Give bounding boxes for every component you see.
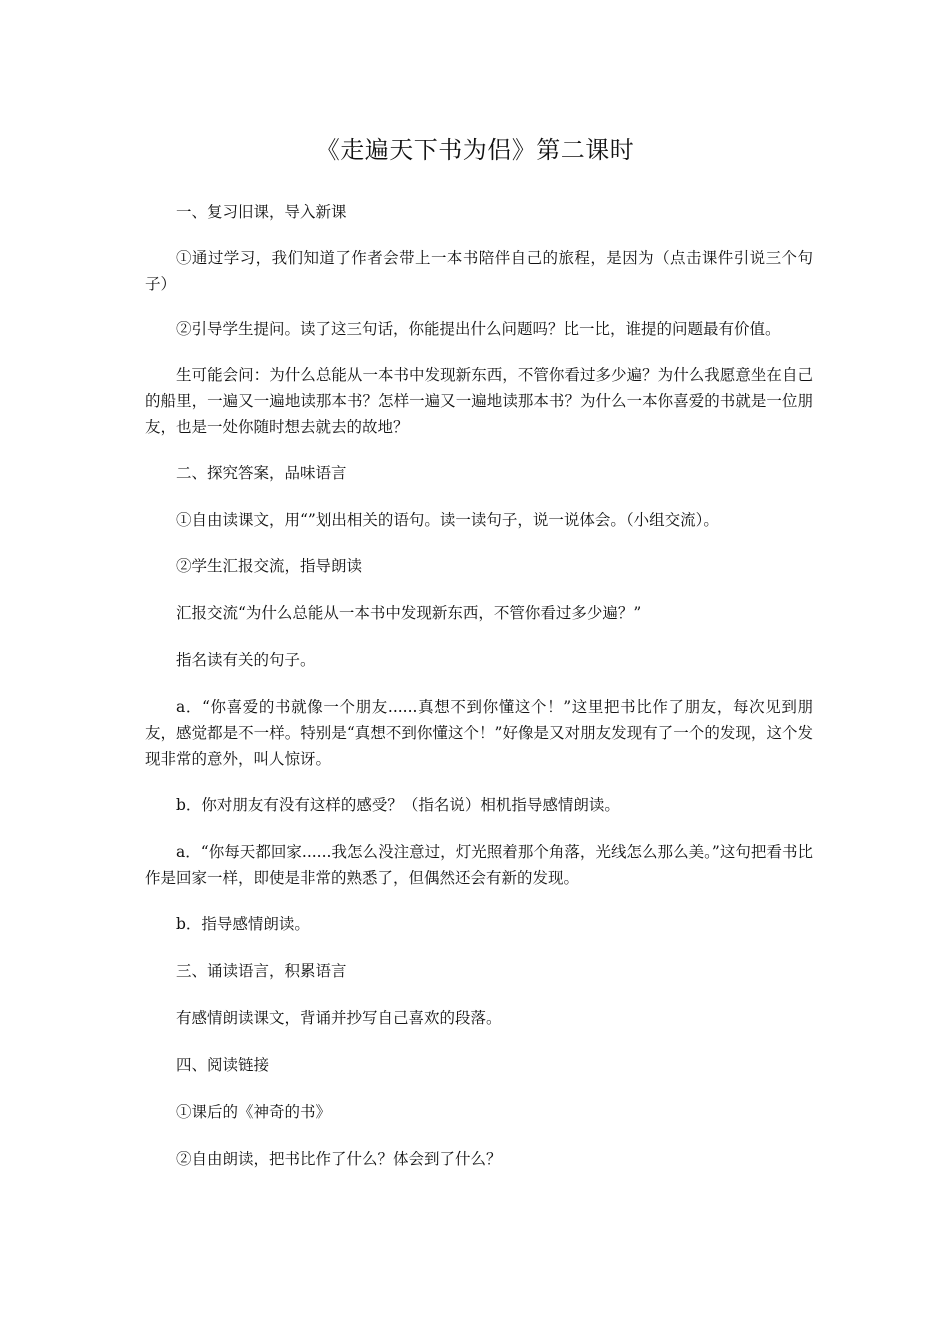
paragraph-link-step-2: ②自由朗读，把书比作了什么？体会到了什么？ <box>176 1150 502 1168</box>
paragraph-item-a-home: a．“你每天都回家......我怎么没注意过，灯光照着那个角落，光线怎么那么美。”这句把看书比作是回家一样，即使是非常的熟悉了，但偶然还会有新的发现。 <box>145 843 813 887</box>
paragraph-explore-step-1: ①自由读课文，用“”划出相关的语句。读一读句子，说一说体会。（小组交流）。 <box>176 511 719 529</box>
paragraph-item-b-reading: b．指导感情朗读。 <box>176 915 310 933</box>
paragraph-report-exchange: 汇报交流“为什么总能从一本书中发现新东西，不管你看过多少遍？” <box>176 604 642 622</box>
section-heading-reading-link: 四、阅读链接 <box>176 1056 270 1074</box>
section-heading-review: 一、复习旧课，导入新课 <box>176 203 347 221</box>
paragraph-item-a-friend: a．“你喜爱的书就像一个朋友......真想不到你懂这个！”这里把书比作了朋友，每次见到朋友，感觉都是不一样。特别是“真想不到你懂这个！”好像是又对朋友发现有了一个的发现，这个发现非常的意外，叫人惊讶。 <box>145 698 813 768</box>
paragraph-read-sentences: 指名读有关的句子。 <box>176 651 316 669</box>
paragraph-review-step-2: ②引导学生提问。读了这三句话，你能提出什么问题吗？比一比，谁提的问题最有价值。 <box>176 320 781 338</box>
section-heading-explore: 二、探究答案，品味语言 <box>176 464 347 482</box>
document-title: 《走遍天下书为侣》第二课时 <box>315 136 635 164</box>
section-heading-recite: 三、诵读语言，积累语言 <box>176 962 347 980</box>
paragraph-link-step-1: ①课后的《神奇的书》 <box>176 1103 332 1121</box>
paragraph-recite-task: 有感情朗读课文，背诵并抄写自己喜欢的段落。 <box>176 1009 502 1027</box>
paragraph-explore-step-2: ②学生汇报交流，指导朗读 <box>176 557 363 575</box>
paragraph-item-b-feeling: b．你对朋友有没有这样的感受？（指名说）相机指导感情朗读。 <box>176 796 620 814</box>
paragraph-review-step-1: ①通过学习，我们知道了作者会带上一本书陪伴自己的旅程，是因为（点击课件引说三个句子） <box>145 249 813 293</box>
paragraph-student-questions: 生可能会问：为什么总能从一本书中发现新东西，不管你看过多少遍？为什么我愿意坐在自己的船里，一遍又一遍地读那本书？怎样一遍又一遍地读那本书？为什么一本你喜爱的书就是一位朋友，也是一处你随时想去就去的故地？ <box>145 366 813 436</box>
